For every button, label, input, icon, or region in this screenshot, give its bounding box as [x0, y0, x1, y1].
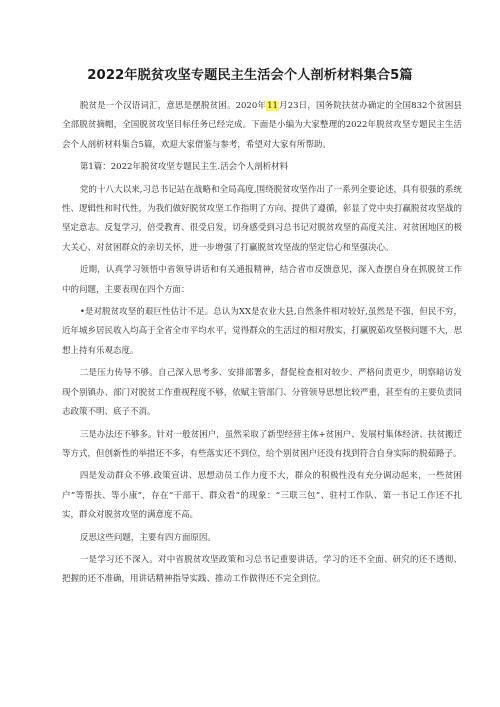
body-paragraph: 近期，认真学习领悟中省领导讲话和有关通报精神，结合省市反馈意见，深入查摆自身在抓脱贫工作中的问题，主要表现在四个方面： — [62, 265, 462, 295]
body-paragraph: 四是发动群众不够.政策宣讲、思想动员工作力度不大，群众的积极性没有充分调动起来，一些贫困户”等帮扶、等小康”，存在“干部干、群众看”的现象：“三联三包”、驻村工作队、第一书记工作还不扎实，群众对脱贫攻坚的满意度不高。 — [62, 471, 462, 521]
document-title: 2022年脱贫攻坚专题民主生活会个人剖析材料集合5篇 — [87, 68, 413, 83]
intro-paragraph — [62, 97, 462, 155]
body-paragraph: •是对脱贫攻坚的艰巨性估计不足。总认为XX是农业大县,自然条件相对较好,虽然是不强，但民不穷，近年城乡居民收入均高于全省全市平均水平，觉得群众的生活过的相对殷实，打赢脱茹攻坚极问题不大，思想上持有乐观态度。 — [62, 307, 462, 356]
intro-text-after: 月23日，国务院扶贫办确定的全国832个贫困县全部脱贫摘帽，全国脱贫攻坚目标任务已经完成。下面是小编为大家整理的2022年脱贫攻坚专题民主生活会个人剖析材料集合5篇，欢迎大家借鉴与参考，希望对大家有所帮助。 — [62, 101, 463, 150]
body-paragraph: 反思这些问题，主要有四方面原因。 — [79, 532, 216, 543]
document-body — [62, 97, 462, 593]
highlighted-text: 11 — [267, 101, 278, 111]
body-paragraph: 二是压力传导不够。自己深入思考多、安排部署多，督促检查相对较少、严格问责更少，明察暗访发现个别镇办、部门对脱贫工作重视程度不够，依赋主管部门、分管领导思想比较严重，甚至有的主要负责同志政策不明、底子不消。 — [62, 368, 462, 418]
body-paragraph: 三是办法还不够多。针对一般贫困户，虽然采取了新型经营主体+贫困户、发展村集体经济、扶贫搬迁等方式，但创新性的举措还不多，有些落实还不到位，给个别贫困户还没有找到符合自身实际的脱茹路子。 — [62, 429, 462, 459]
intro-text-before: 脱贫是一个汉语词汇，意思是摆脱贫困。2020年 — [79, 101, 267, 111]
section-heading: 第1篇：2022年脱贫攻坚专题民主生.活会个人剖析材料 — [79, 162, 289, 173]
body-paragraph: 党的十八大以来,习总书记站在战略和全局高度,围绕脱贫攻坚作出了一系列全要论述，具有很强的系统性、逻辑性和时代性，为我们做好脱贫攻坚工作指明了方向、提供了遵循，彰显了党中央打赢脱贫攻坚战的坚定意志。反复学习，倍受教育、很受启发，切身感受到习总书记对脱贫攻坚的高度关注、对贫困地区的极大关心、对贫困群众的亲切关怀，进一步增强了打赢脱贫攻坚战的坚定信心和坚强决心。 — [62, 184, 462, 253]
body-paragraph: 一是学习还不深入。对中省脱贫攻坚政策和习总书记重要讲话，学习的还不全面、研究的还不透彻、把握的还不准确，用讲话精神指导实践、推动工作做得还不完全到位。 — [62, 554, 462, 585]
